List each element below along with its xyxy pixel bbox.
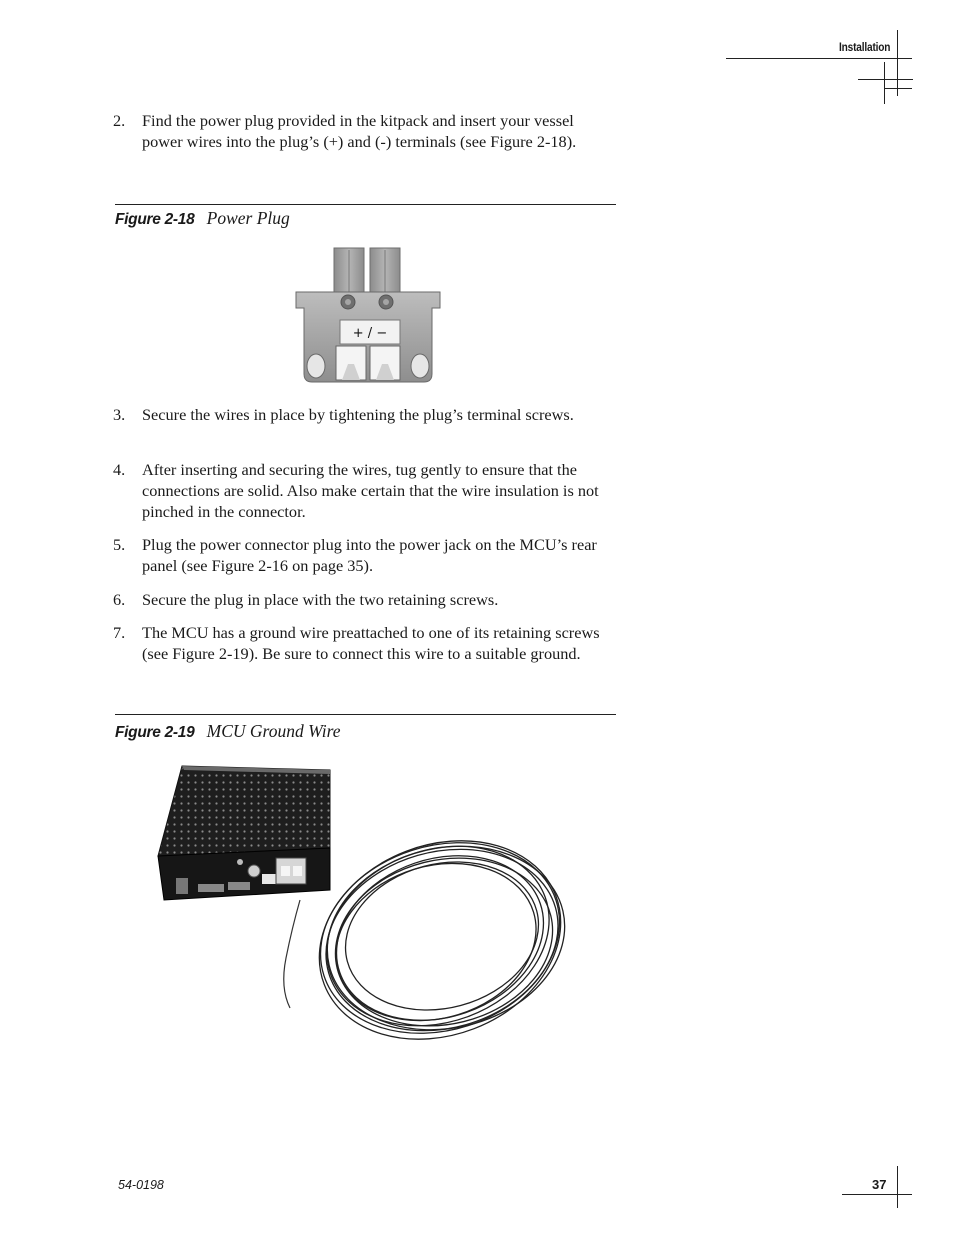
footer-crop-mark [897,1166,898,1208]
crop-mark-vertical [897,30,898,96]
step-text: Secure the wires in place by tightening the plug’s terminal screws. [142,405,574,424]
step-number: 4. [113,460,126,479]
document-number: 54-0198 [118,1178,164,1192]
step-number: 3. [113,405,126,424]
footer-rule [842,1194,912,1195]
mcu-ground-wire-photo [150,758,580,1053]
figure-rule [115,714,616,715]
step-text: Find the power plug provided in the kitpack and insert your vessel power wires into the plug’s (+) and (-) terminals (see Figure 2-18). [142,111,577,151]
step-number: 5. [113,535,126,554]
step-number: 2. [113,111,126,130]
figure-title: MCU Ground Wire [206,721,341,741]
figure-rule [115,204,616,205]
section-title: Installation [838,42,890,54]
step-text: Plug the power connector plug into the power jack on the MCU’s rear panel (see Figure 2-16 on page 35). [142,535,597,575]
step-text: The MCU has a ground wire preattached to one of its retaining screws (see Figure 2-19). Be sure to connect this wire to a suitable ground. [142,623,600,663]
step-text: After inserting and securing the wires, tug gently to ensure that the connections are solid. Also make certain that the wire insulation is not pinched in the connector. [142,460,599,521]
crop-mark-vertical-inner [884,62,885,104]
step-6 [113,589,603,610]
step-number: 7. [113,623,126,642]
step-5 [113,534,603,576]
header-rule [726,58,912,59]
crop-mark-horizontal [858,79,913,80]
crop-mark-horizontal-inner [884,88,912,89]
step-3 [113,404,603,425]
page-header [0,0,954,110]
figure-label: Figure 2-19 [115,724,195,741]
figure-title: Power Plug [206,208,290,228]
figure-label: Figure 2-18 [115,211,195,228]
step-number: 6. [113,590,126,609]
power-plug-photo [290,246,446,386]
step-4 [113,459,603,522]
page-number: 37 [872,1177,887,1192]
plug-polarity-label: + / − [352,326,388,341]
step-2 [113,110,603,152]
figure-caption [115,721,341,742]
figure-caption [115,208,290,229]
step-text: Secure the plug in place with the two retaining screws. [142,590,499,609]
step-7 [113,622,603,664]
